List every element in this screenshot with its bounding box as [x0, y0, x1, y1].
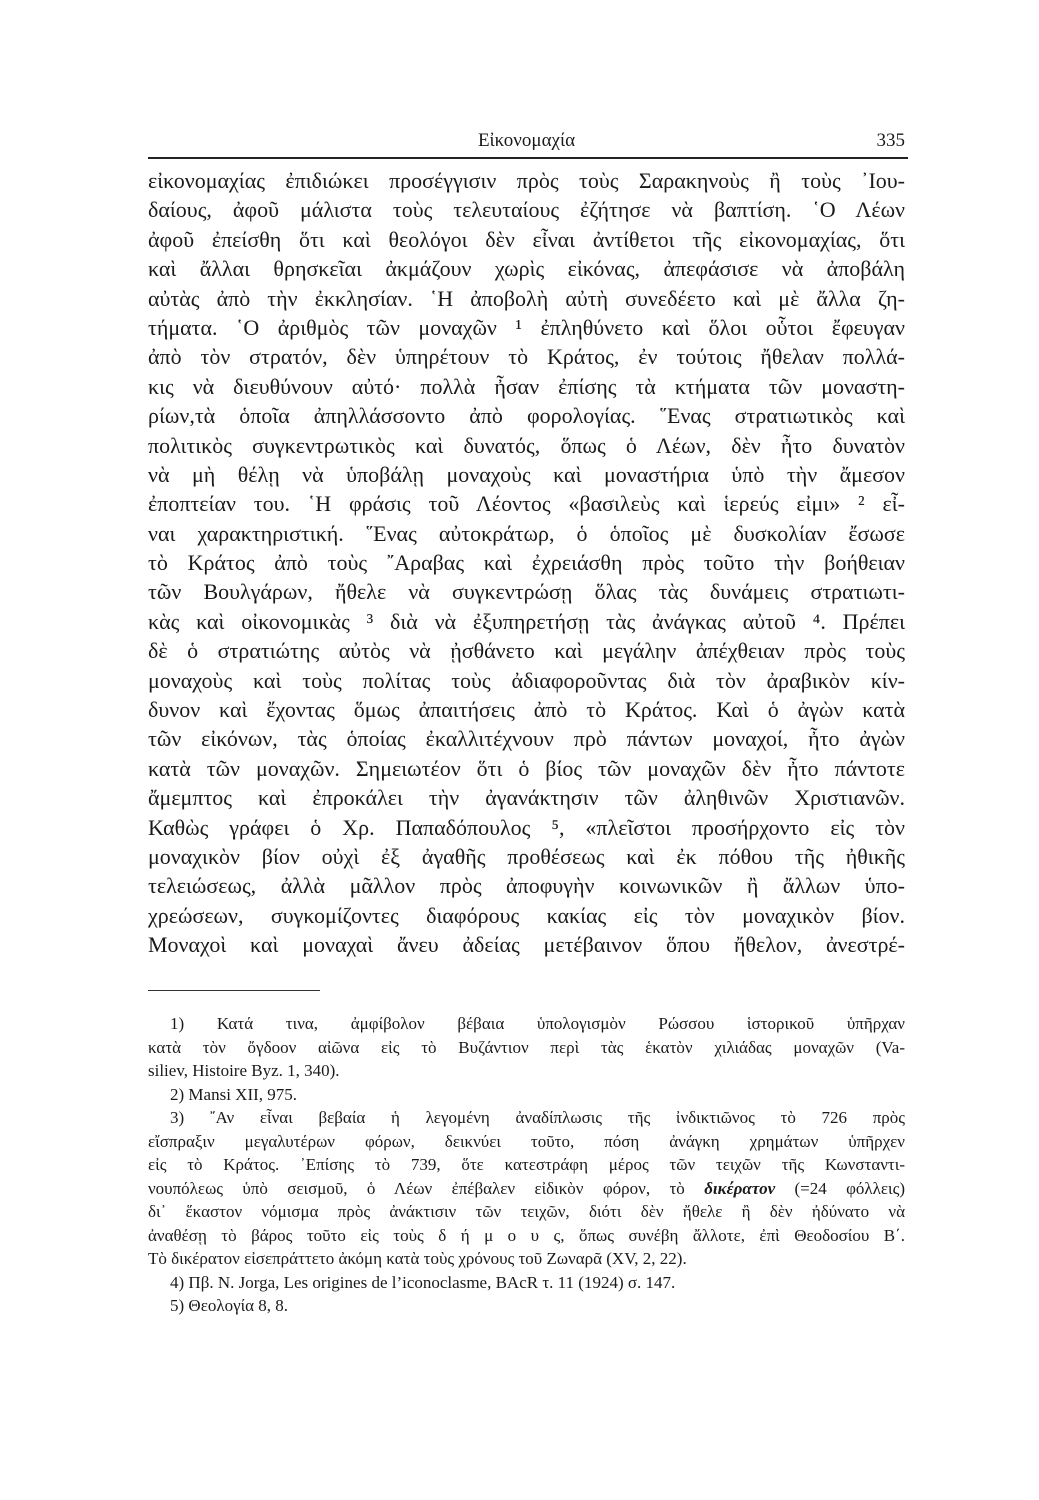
body-line: τελειώσεως, ἀλλὰ μᾶλλον πρὸς ἀποφυγὴν κοινωνικῶν ἢ ἄλλων ὑπο- — [148, 873, 905, 899]
body-line: ἐποπτείαν του. ῾Η φράσις τοῦ Λέοντος «βασιλεὺς καὶ ἱερεύς εἰμι» ² εἶ- — [148, 491, 905, 517]
body-line: ἀπὸ τὸν στρατόν, δὲν ὑπηρέτουν τὸ Κράτος, ἐν τούτοις ἤθελαν πολλά- — [148, 344, 905, 370]
footnote-3-line — [148, 1177, 905, 1201]
body-line: δυνον καὶ ἔχοντας ὅμως ἀπαιτήσεις ἀπὸ τὸ Κράτος. Καὶ ὁ ἀγὼν κατὰ — [148, 697, 905, 723]
header-rule — [148, 157, 908, 159]
body-line: αὐτὰς ἀπὸ τὴν ἐκκλησίαν. ῾Η ἀποβολὴ αὐτὴ συνεδέετο καὶ μὲ ἄλλα ζη- — [148, 285, 905, 311]
body-line: εἰκονομαχίας ἐπιδιώκει προσέγγισιν πρὸς τοὺς Σαρακηνοὺς ἢ τοὺς ᾿Ιου- — [148, 168, 905, 193]
footnote-3-text: νουπόλεως ὑπὸ σεισμοῦ, ὁ Λέων ἐπέβαλεν εἰδικὸν φόρον, τὸ — [148, 1178, 705, 1198]
body-line: ναι χαρακτηριστική. ῞Ενας αὐτοκράτωρ, ὁ ὁποῖος μὲ δυσκολίαν ἔσωσε — [148, 520, 905, 546]
body-line: τὸ Κράτος ἀπὸ τοὺς ῎Αραβας καὶ ἐχρειάσθη πρὸς τοῦτο τὴν βοήθειαν — [148, 550, 905, 576]
body-line: μοναχοὺς καὶ τοὺς πολίτας τοὺς ἀδιαφοροῦντας διὰ τὸν ἀραβικὸν κίν- — [148, 667, 905, 693]
footnote-3-line: δι᾿ ἕκαστον νόμισμα πρὸς ἀνάκτισιν τῶν τειχῶν, διότι δὲν ἤθελε ἢ δὲν ἠδύνατο νὰ — [148, 1202, 905, 1221]
footnote-1-line: siliev, Histoire Byz. 1, 340). — [148, 1061, 340, 1080]
body-line: κὰς καὶ οἰκονομικὰς ³ διὰ νὰ ἐξυπηρετήσῃ τὰς ἀνάγκας αὐτοῦ ⁴. Πρέπει — [148, 608, 905, 634]
footnote-separator — [148, 990, 320, 991]
body-line: κατὰ τῶν μοναχῶν. Σημειωτέον ὅτι ὁ βίος τῶν μοναχῶν δὲν ἦτο πάντοτε — [148, 755, 905, 781]
body-line: ἀφοῦ ἐπείσθη ὅτι καὶ θεολόγοι δὲν εἶναι ἀντίθετοι τῆς εἰκονομαχίας, ὅτι — [148, 226, 905, 252]
footnote-4-line: 4) Πβ. N. Jorga, Les origines de l’iconoclasme, BAcR τ. 11 (1924) σ. 147. — [170, 1272, 676, 1292]
footnote-2-line: 2) Mansi XII, 975. — [170, 1084, 298, 1104]
body-line: ἄμεμπτος καὶ ἐπροκάλει τὴν ἀγανάκτησιν τῶν ἀληθινῶν Χριστιανῶν. — [148, 785, 905, 811]
body-line: τήματα. ῾Ο ἀριθμὸς τῶν μοναχῶν ¹ ἐπληθύνετο καὶ ὅλοι οὗτοι ἔφευγαν — [148, 314, 905, 340]
footnote-3-line: ἀναθέσῃ τὸ βάρος τοῦτο εἰς τοὺς δ ή μ ο υ ς, ὅπως συνέβη ἄλλοτε, ἐπὶ Θεοδοσίου Β΄. — [148, 1225, 905, 1245]
body-line: κις νὰ διευθύνουν αὐτό· πολλὰ ἦσαν ἐπίσης τὰ κτήματα τῶν μοναστη- — [148, 373, 905, 399]
footnote-3-line: εἴσπραξιν μεγαλυτέρων φόρων, δεικνύει τοῦτο, πόση ἀνάγκη χρημάτων ὑπῆρχεν — [148, 1131, 905, 1151]
running-title: Εἰκονομαχία — [477, 130, 576, 151]
running-header — [148, 128, 905, 156]
page-number: 335 — [876, 130, 905, 151]
body-line: τῶν εἰκόνων, τὰς ὁποίας ἐκαλλιτέχνουν πρὸ πάντων μοναχοί, ἦτο ἀγὼν — [148, 726, 905, 752]
footnote-3-line: 3) ῎Αν εἶναι βεβαία ἡ λεγομένη ἀναδίπλωσις τῆς ἰνδικτιῶνος τὸ 726 πρὸς — [170, 1108, 905, 1127]
footnote-1-line: κατὰ τὸν ὄγδοον αἰῶνα εἰς τὸ Βυζάντιον περὶ τὰς ἑκατὸν χιλιάδας μοναχῶν (Va- — [148, 1037, 905, 1057]
body-line: νὰ μὴ θέλῃ νὰ ὑποβάλῃ μοναχοὺς καὶ μοναστήρια ὑπὸ τὴν ἄμεσον — [148, 461, 905, 487]
body-line: ρίων,τὰ ὁποῖα ἀπηλλάσσοντο ἀπὸ φορολογίας. ῞Ενας στρατιωτικὸς καὶ — [148, 403, 905, 429]
body-line: Καθὼς γράφει ὁ Χρ. Παπαδόπουλος ⁵, «πλεῖστοι προσήρχοντο εἰς τὸν — [148, 814, 905, 840]
footnote-3-line: εἰς τὸ Κράτος. ᾿Επίσης τὸ 739, ὅτε κατεστράφη μέρος τῶν τειχῶν τῆς Κωνσταντι- — [148, 1155, 905, 1174]
footnote-3-line: Τὸ δικέρατον εἰσεπράττετο ἀκόμη κατὰ τοὺς χρόνους τοῦ Ζωναρᾶ (XV, 2, 22). — [148, 1249, 687, 1268]
body-line: καὶ ἄλλαι θρησκεῖαι ἀκμάζουν χωρὶς εἰκόνας, ἀπεφάσισε νὰ ἀποβάλη — [148, 256, 905, 282]
footnote-1-line: 1) Κατά τινα, ἀμφίβολον βέβαια ὑπολογισμὸν Ρώσσου ἱστορικοῦ ὑπῆρχαν — [170, 1014, 905, 1033]
body-line: μοναχικὸν βίον οὐχὶ ἐξ ἀγαθῆς προθέσεως καὶ ἐκ πόθου τῆς ἠθικῆς — [148, 843, 905, 869]
body-line: δὲ ὁ στρατιώτης αὐτὸς νὰ ᾐσθάνετο καὶ μεγάλην ἀπέχθειαν πρὸς τοὺς — [148, 638, 905, 664]
footnote-3-text: (=24 φόλλεις) — [775, 1178, 906, 1198]
footnotes — [148, 1012, 905, 1318]
body-line: χρεώσεων, συγκομίζοντες διαφόρους κακίας εἰς τὸν μοναχικὸν βίον. — [148, 902, 905, 928]
footnote-3-bold-term: δικέρατον — [704, 1178, 776, 1198]
body-text — [148, 166, 905, 960]
body-line: δαίους, ἀφοῦ μάλιστα τοὺς τελευταίους ἐζήτησε νὰ βαπτίση. ῾Ο Λέων — [148, 197, 905, 223]
body-line: τῶν Βουλγάρων, ἤθελε νὰ συγκεντρώσῃ ὅλας τὰς δυνάμεις στρατιωτι- — [148, 579, 905, 605]
body-line: πολιτικὸς συγκεντρωτικὸς καὶ δυνατός, ὅπως ὁ Λέων, δὲν ἦτο δυνατὸν — [148, 432, 905, 458]
footnote-5-line: 5) Θεολογία 8, 8. — [170, 1296, 289, 1315]
body-line: Μοναχοὶ καὶ μοναχαὶ ἄνευ ἀδείας μετέβαινον ὅπου ἤθελον, ἀνεστρέ- — [148, 932, 905, 958]
